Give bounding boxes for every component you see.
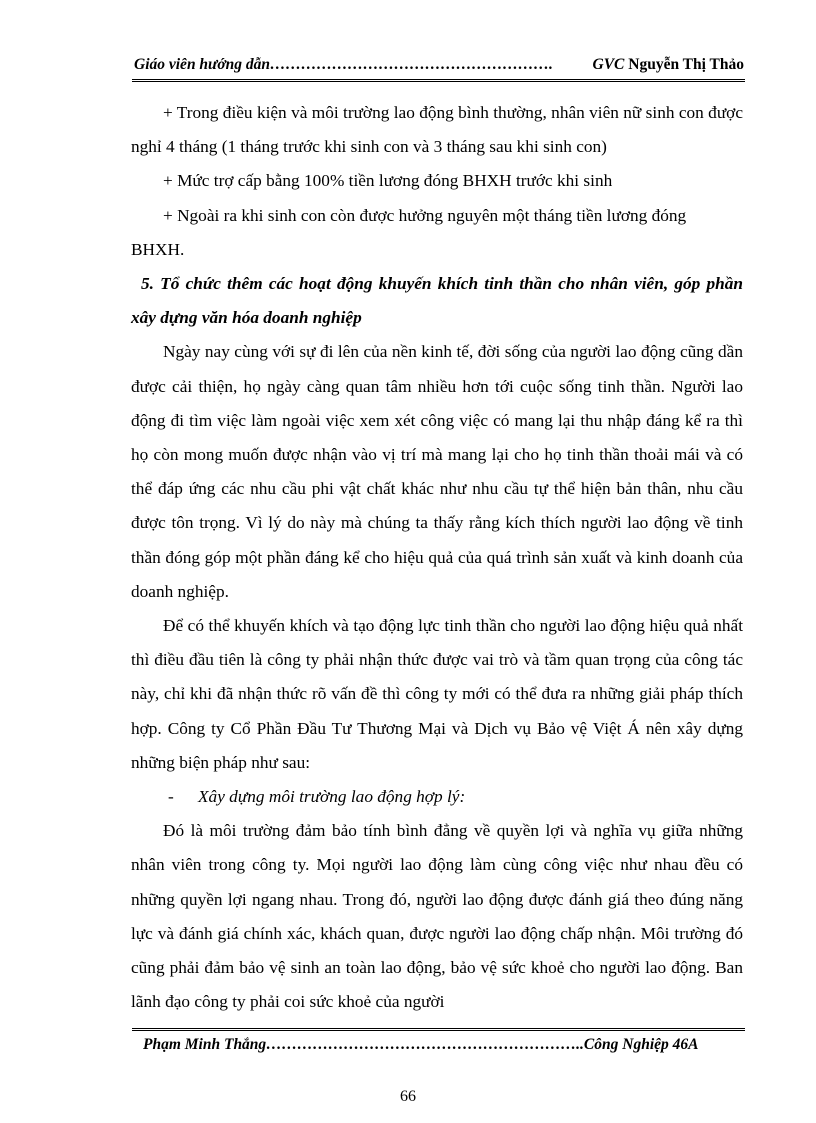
bullet-item xyxy=(131,780,743,814)
page-number: 66 xyxy=(400,1088,416,1105)
footer-rule xyxy=(132,1028,745,1031)
header-advisor-name xyxy=(593,56,744,74)
bullet-text: Xây dựng môi trường lao động hợp lý: xyxy=(198,787,466,807)
bullet-dash: - xyxy=(168,787,174,807)
paragraph-allowance: + Mức trợ cấp bằng 100% tiền lương đóng BHXH trước khi sinh xyxy=(163,171,613,191)
body-text xyxy=(131,96,743,1019)
paragraph-extra-salary-cont: BHXH. xyxy=(131,239,185,259)
paragraph-environment: Đó là môi trường đảm bảo tính bình đẳng về quyền lợi và nghĩa vụ giữa những nhân viên trong công ty. Mọi người lao động làm cùng công việc như nhau đều có những quyền lợi ngang nhau. Trong đó, người lao động được đánh giá theo đúng năng lực và đánh giá chính xác, khách quan, được người lao động chấp nhận. Môi trường đó cũng phải đảm bảo vệ sinh an toàn lao động, bảo vệ sức khoẻ cho người lao động. Ban lãnh đạo công ty phải coi sức khoẻ của người xyxy=(131,821,743,1012)
header-title: GVC xyxy=(592,56,625,73)
page-footer: Phạm Minh Thắng……………………………………………………..Công Nghiệp 46A xyxy=(143,1036,699,1053)
paragraph-measures: Để có thể khuyến khích và tạo động lực tinh thần cho người lao động hiệu quả nhất thì điều đầu tiên là công ty phải nhận thức được vai trò và tầm quan trọng của công tác này, chỉ khi đã nhận thức rõ vấn đề thì công ty mới có thể đưa ra những giải pháp thích hợp. Công ty Cổ Phần Đầu Tư Thương Mại và Dịch vụ Bảo vệ Việt Á nên xây dựng những biện pháp như sau: xyxy=(131,616,743,772)
section-heading: 5. Tổ chức thêm các hoạt động khuyến khích tinh thần cho nhân viên, góp phần xây dựng văn hóa doanh nghiệp xyxy=(131,274,743,328)
header-advisor-label: Giáo viên hướng dẫn………………………………………………. xyxy=(134,56,553,73)
page-header xyxy=(134,56,744,74)
paragraph-intro: Ngày nay cùng với sự đi lên của nền kinh tế, đời sống của người lao động cũng dần được cải thiện, họ ngày càng quan tâm nhiều hơn tới cuộc sống tinh thần. Người lao động đi tìm việc làm ngoài việc xem xét công việc có mang lại thu nhập đáng kể ra thì họ còn mong muốn được nhận vào vị trí mà mang lại cho họ tinh thần thoải mái và có thể đáp ứng các nhu cầu phi vật chất khác như nhu cầu tự thể hiện bản thân, nhu cầu được tôn trọng. Vì lý do này mà chúng ta thấy rằng kích thích người lao động về tinh thần đóng góp một phần đáng kể cho hiệu quả của quá trình sản xuất và kinh doanh của doanh nghiệp. xyxy=(131,342,743,601)
paragraph-extra-salary: + Ngoài ra khi sinh con còn được hưởng nguyên một tháng tiền lương đóng xyxy=(163,205,687,225)
header-rule xyxy=(132,79,745,82)
paragraph-maternity-leave: + Trong điều kiện và môi trường lao động bình thường, nhân viên nữ sinh con được nghỉ 4 tháng (1 tháng trước khi sinh con và 3 tháng sau khi sinh con) xyxy=(131,103,743,157)
header-name: Nguyễn Thị Thảo xyxy=(628,56,744,73)
